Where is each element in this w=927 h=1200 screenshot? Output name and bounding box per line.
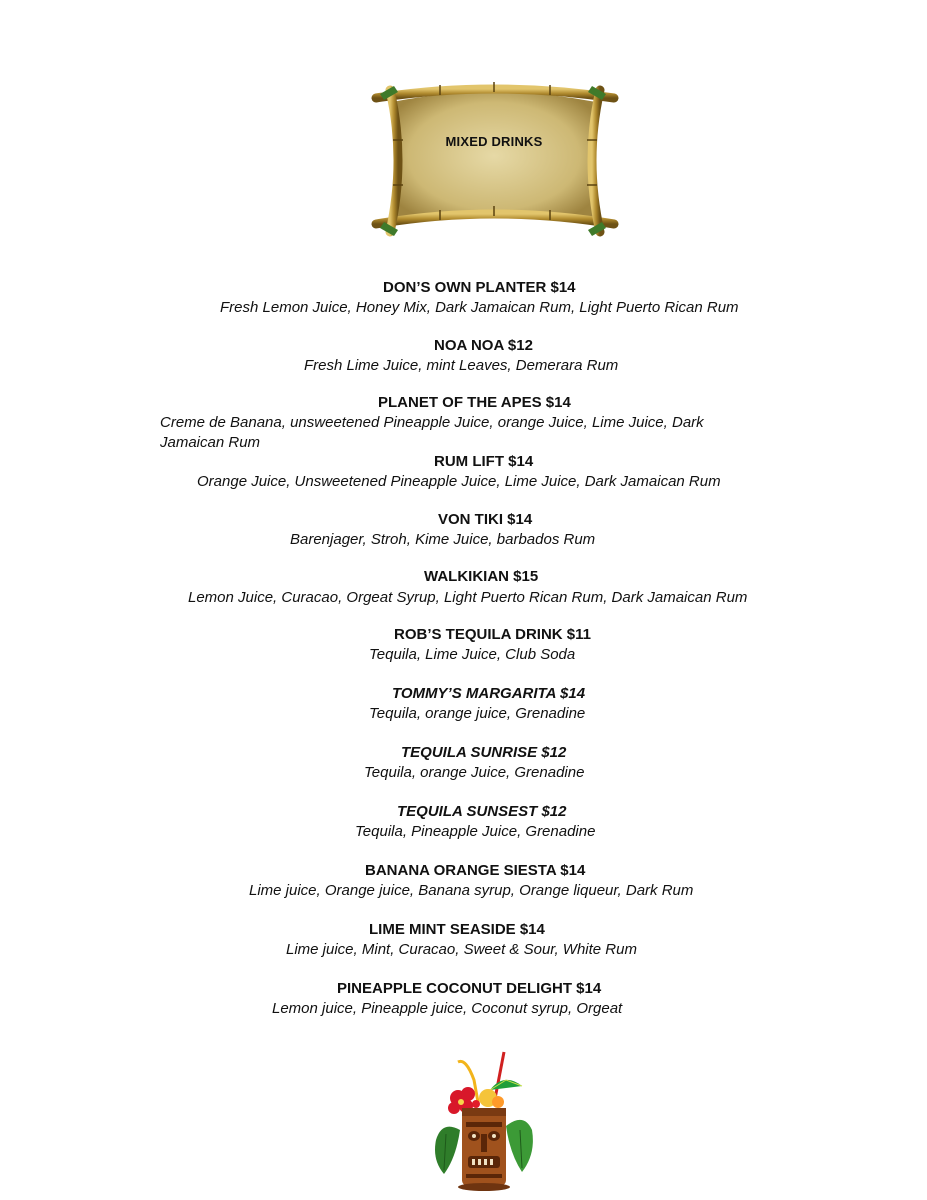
drink-ingredients: Lime juice, Mint, Curacao, Sweet & Sour, White Rum [286,941,637,958]
bamboo-banner [360,80,628,242]
drink-name: PINEAPPLE COCONUT DELIGHT $14 [337,980,602,997]
tiki-cocktail-icon [428,1050,538,1192]
drink-name: NOA NOA $12 [434,337,533,354]
drink-name: TEQUILA SUNSEST $12 [397,803,567,820]
drink-ingredients-line2: Jamaican Rum [160,434,261,451]
drink-ingredients: Creme de Banana, unsweetened Pineapple Juice, orange Juice, Lime Juice, Dark [160,414,704,431]
drink-name: ROB’S TEQUILA DRINK $11 [394,626,591,643]
drink-ingredients: Tequila, orange Juice, Grenadine [364,764,585,781]
drink-ingredients: Lemon Juice, Curacao, Orgeat Syrup, Light Puerto Rican Rum, Dark Jamaican Rum [188,589,748,606]
drink-name: TOMMY’S MARGARITA $14 [392,685,586,702]
drink-ingredients: Tequila, Lime Juice, Club Soda [369,646,576,663]
drink-ingredients: Orange Juice, Unsweetened Pineapple Juice, Lime Juice, Dark Jamaican Rum [197,473,721,490]
banner-title: MIXED DRINKS [445,134,543,149]
drink-ingredients: Barenjager, Stroh, Kime Juice, barbados Rum [290,531,596,548]
drink-ingredients: Tequila, Pineapple Juice, Grenadine [355,823,596,840]
drink-name: PLANET OF THE APES $14 [378,394,571,411]
tiki-cocktail-illustration [428,1050,538,1192]
drink-ingredients: Tequila, orange juice, Grenadine [369,705,586,722]
drink-name: TEQUILA SUNRISE $12 [401,744,567,761]
drink-ingredients: Fresh Lime Juice, mint Leaves, Demerara Rum [304,357,619,374]
drink-name: BANANA ORANGE SIESTA $14 [365,862,586,879]
drink-name: VON TIKI $14 [438,511,533,528]
drink-name: WALKIKIAN $15 [424,568,539,585]
drink-ingredients: Fresh Lemon Juice, Honey Mix, Dark Jamaican Rum, Light Puerto Rican Rum [220,299,739,316]
drink-ingredients: Lime juice, Orange juice, Banana syrup, Orange liqueur, Dark Rum [249,882,694,899]
bamboo-sign-icon [360,80,628,242]
drink-name: RUM LIFT $14 [434,453,534,470]
drink-name: DON’S OWN PLANTER $14 [383,279,576,296]
drink-name: LIME MINT SEASIDE $14 [369,921,545,938]
drink-ingredients: Lemon juice, Pineapple juice, Coconut syrup, Orgeat [272,1000,623,1017]
